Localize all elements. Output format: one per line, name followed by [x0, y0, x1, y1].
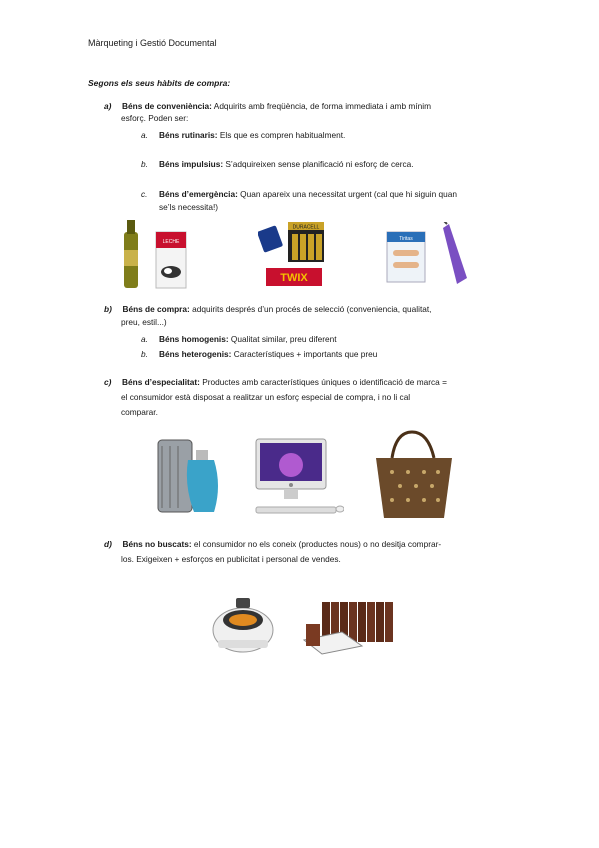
encyclopedia-books-image [302, 600, 394, 656]
item-a-sub-b-term: Béns impulsius: [159, 159, 224, 169]
item-a-label: a) [104, 101, 112, 111]
item-a-sub-c-text2: se’ls necessita!) [159, 202, 219, 212]
item-b-sub-a-label: a. [141, 334, 148, 344]
item-d-label: d) [104, 539, 112, 549]
item-a-line1 [104, 100, 431, 112]
item-d-term: Béns no buscats: [122, 539, 192, 549]
item-c-term: Béns d’especialitat: [122, 377, 200, 387]
item-a-sub-a [141, 129, 345, 141]
item-a-sub-b-label: b. [141, 159, 148, 169]
tiritas-label: Tiritas [399, 236, 413, 242]
item-c-line1 [104, 376, 447, 388]
item-b-sub-a [141, 333, 337, 345]
fryer-image [208, 594, 278, 658]
page-header: Màrqueting i Gestió Documental [88, 38, 217, 48]
item-b-text1: adquirits després d’un procés de selecció (conveniencia, qualitat, [189, 304, 432, 314]
item-a-text1: Adquirits amb freqüència, de forma immediata i amb mínim [211, 101, 431, 111]
item-d-line1 [104, 538, 441, 550]
item-a-sub-a-label: a. [141, 130, 148, 140]
item-b-label: b) [104, 304, 112, 314]
item-d-text1: el consumidor no els coneix (productes nous) o no desitja comprar- [191, 539, 442, 549]
item-b-sub-b-label: b. [141, 349, 148, 359]
perfume-image [156, 436, 222, 516]
item-b-line1 [104, 303, 431, 315]
item-d-text2: los. Exigeixen + esforços en publicitat i personal de vendes. [121, 554, 341, 564]
item-a-term: Béns de conveniència: [122, 101, 212, 111]
item-c-text3: comparar. [121, 407, 158, 417]
item-b-text2: preu, estil...) [121, 317, 167, 327]
twix-label: TWIX [280, 272, 308, 284]
item-a-sub-b [141, 158, 414, 170]
item-a-sub-c-term: Béns d’emergència: [159, 189, 238, 199]
item-b-sub-a-text: Qualitat similar, preu diferent [228, 334, 337, 344]
item-a-text2: esforç. Poden ser: [121, 113, 189, 123]
item-b-term: Béns de compra: [122, 304, 190, 314]
item-b-sub-b-text: Característiques + importants que preu [231, 349, 378, 359]
item-a-sub-a-text: Els que es compren habitualment. [217, 130, 346, 140]
item-a-sub-b-text: S’adquireixen sense planificació ni esforç de cerca. [223, 159, 414, 169]
olive-oil-and-milk-image [118, 220, 198, 292]
item-c-label: c) [104, 377, 112, 387]
computer-image [252, 437, 344, 517]
item-a-sub-a-term: Béns rutinaris: [159, 130, 218, 140]
item-c-text1: Productes amb característiques úniques o identificació de marca = [199, 377, 447, 387]
item-a-sub-c-text: Quan apareix una necessitat urgent (cal que hi siguin quan [237, 189, 457, 199]
item-a-sub-c [141, 188, 457, 200]
batteries-and-twix-image [258, 220, 328, 290]
handbag-image [372, 428, 456, 520]
item-a-sub-c-label: c. [141, 189, 148, 199]
milk-label: LECHE [162, 239, 180, 245]
item-b-sub-b [141, 348, 377, 360]
item-b-sub-a-term: Béns homogenis: [159, 334, 229, 344]
item-c-text2: el consumidor està disposat a realitzar un esforç especial de compra, i no li cal [121, 392, 411, 402]
duracell-label: DURACELL [292, 224, 320, 231]
item-b-sub-b-term: Béns heterogenis: [159, 349, 232, 359]
bandages-and-umbrella-image [385, 222, 475, 290]
section-title: Segons els seus hàbits de compra: [88, 78, 231, 88]
